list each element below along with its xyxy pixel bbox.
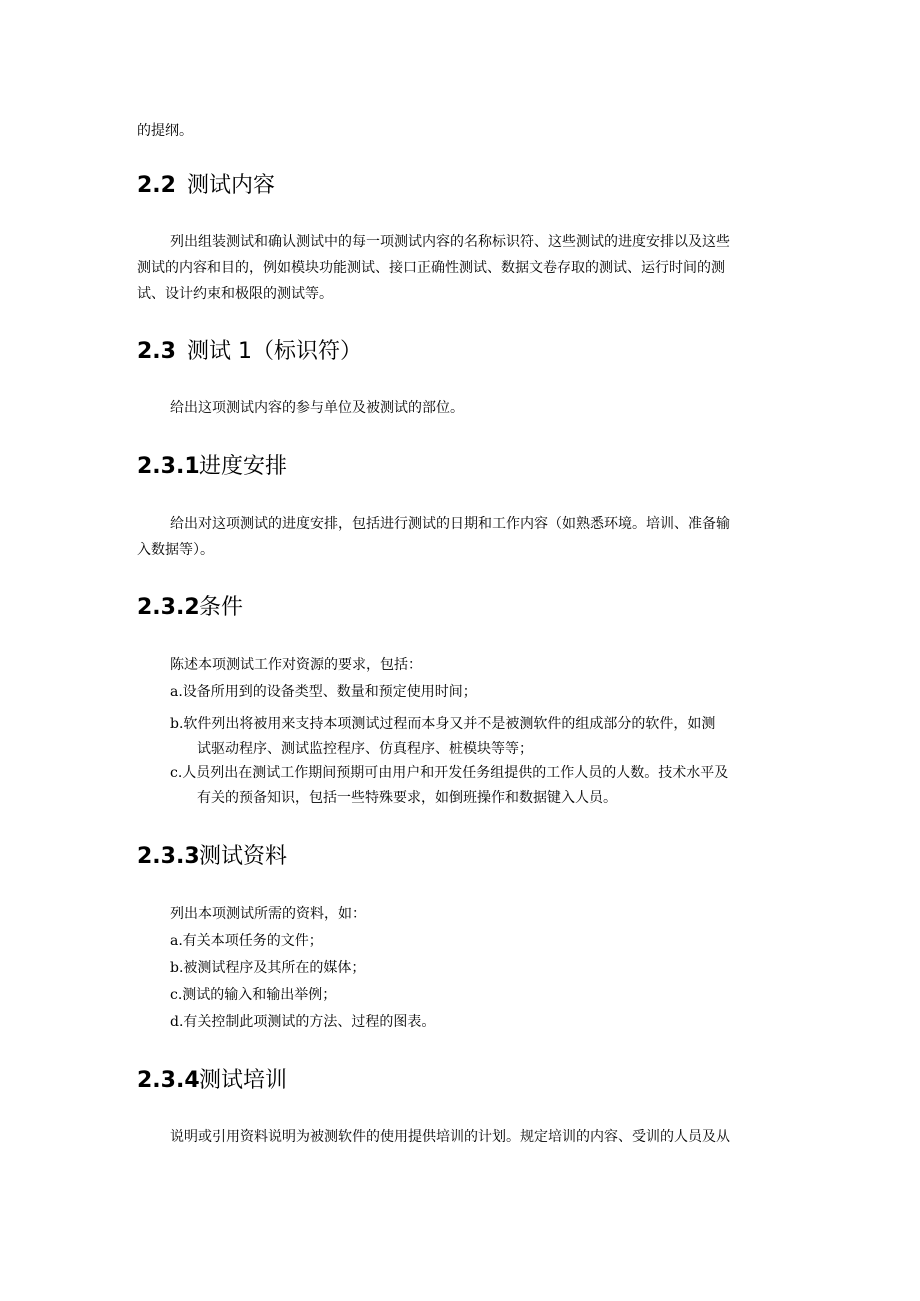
paragraph-line: 试、设计约束和极限的测试等。 bbox=[137, 286, 333, 302]
paragraph-line: 陈述本项测试工作对资源的要求，包括： bbox=[170, 657, 422, 673]
section-heading-2-3-3 bbox=[137, 843, 287, 871]
heading-number: 2.2 bbox=[137, 173, 176, 198]
paragraph-line: 的提纲。 bbox=[137, 123, 193, 139]
heading-number: 2.3.3 bbox=[137, 844, 200, 869]
paragraph-line: 给出这项测试内容的参与单位及被测试的部位。 bbox=[170, 400, 464, 416]
heading-title: 条件 bbox=[199, 595, 244, 620]
heading-title: 进度安排 bbox=[199, 454, 288, 479]
list-item: a.有关本项任务的文件； bbox=[170, 933, 323, 949]
list-item: c.人员列出在测试工作期间预期可由用户和开发任务组提供的工作人员的人数。技术水平及 bbox=[170, 765, 729, 781]
heading-number: 2.3.2 bbox=[137, 595, 200, 620]
heading-title: 测试内容 bbox=[187, 173, 276, 198]
heading-number: 2.3.1 bbox=[137, 454, 200, 479]
heading-number: 2.3.4 bbox=[137, 1068, 200, 1093]
section-heading-2-3-1 bbox=[137, 453, 287, 481]
list-item-continuation: 试驱动程序、测试监控程序、仿真程序、桩模块等等； bbox=[197, 741, 533, 757]
section-heading-2-3-2 bbox=[137, 594, 243, 622]
paragraph-line: 列出本项测试所需的资料，如： bbox=[170, 906, 366, 922]
paragraph-line: 入数据等）。 bbox=[137, 542, 214, 558]
section-heading-2-2 bbox=[137, 172, 275, 200]
list-item: d.有关控制此项测试的方法、过程的图表。 bbox=[170, 1014, 436, 1030]
list-item: b.软件列出将被用来支持本项测试过程而本身又并不是被测软件的组成部分的软件，如测 bbox=[170, 716, 716, 732]
paragraph-line: 说明或引用资料说明为被测软件的使用提供培训的计划。规定培训的内容、受训的人员及从 bbox=[170, 1129, 730, 1145]
list-item-continuation: 有关的预备知识，包括一些特殊要求，如倒班操作和数据键入人员。 bbox=[197, 790, 617, 806]
section-heading-2-3 bbox=[137, 338, 362, 366]
heading-title: 测试培训 bbox=[199, 1068, 288, 1093]
heading-number: 2.3 bbox=[137, 339, 176, 364]
heading-title: 测试资料 bbox=[199, 844, 288, 869]
paragraph-line: 给出对这项测试的进度安排，包括进行测试的日期和工作内容（如熟悉环境。培训、准备输 bbox=[170, 516, 730, 532]
heading-title: 测试 1（标识符） bbox=[187, 339, 362, 364]
list-item: a.设备所用到的设备类型、数量和预定使用时间； bbox=[170, 684, 477, 700]
section-heading-2-3-4 bbox=[137, 1067, 287, 1095]
list-item: b.被测试程序及其所在的媒体； bbox=[170, 960, 366, 976]
list-item: c.测试的输入和输出举例； bbox=[170, 987, 337, 1003]
paragraph-line: 测试的内容和目的，例如模块功能测试、接口正确性测试、数据文卷存取的测试、运行时间的测 bbox=[137, 260, 725, 276]
paragraph-line: 列出组装测试和确认测试中的每一项测试内容的名称标识符、这些测试的进度安排以及这些 bbox=[170, 234, 730, 250]
